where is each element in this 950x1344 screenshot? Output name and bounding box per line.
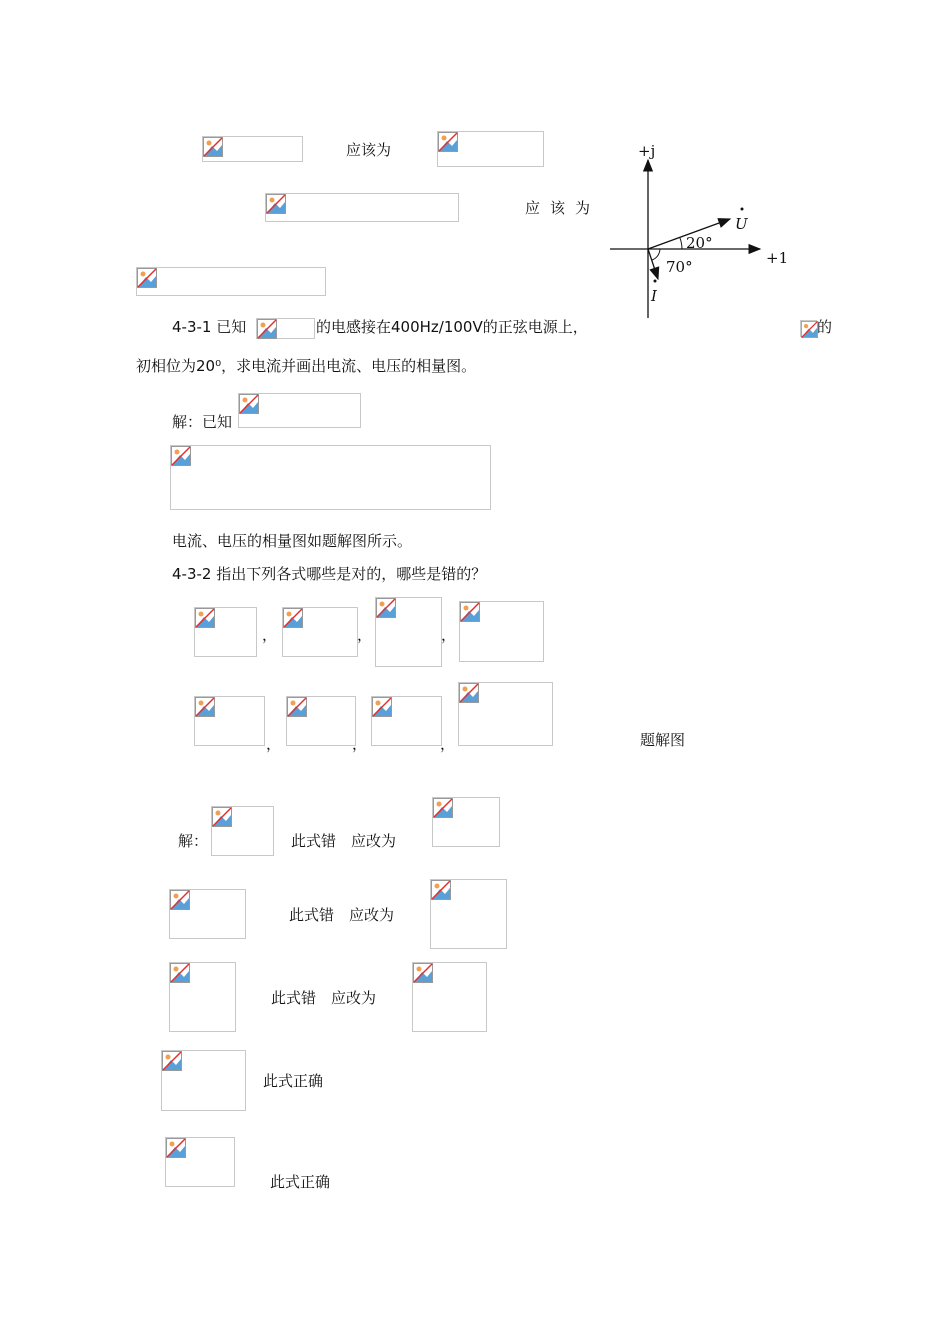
- broken-image-icon: [212, 807, 232, 827]
- formula-image: [412, 962, 487, 1032]
- axis-real-label: +1: [766, 249, 789, 267]
- should-be-text: 应该为: [525, 199, 601, 217]
- broken-image-icon: [170, 963, 190, 983]
- phasor-diagram: [602, 138, 802, 323]
- broken-image-icon: [266, 194, 286, 214]
- comma: ，: [262, 626, 278, 644]
- broken-image-icon: [801, 321, 818, 338]
- formula-image: [286, 696, 356, 746]
- current-phasor: [648, 249, 658, 279]
- angle-u-label: 20°: [686, 234, 713, 252]
- formula-image: [194, 607, 257, 657]
- voltage-label: U: [735, 215, 748, 233]
- phasor-note: 电流、电压的相量图如题解图所示。: [172, 532, 413, 550]
- formula-image: [238, 393, 361, 428]
- problem-431-middle: 的电感接在400Hz/100V的正弦电源上，: [316, 318, 588, 336]
- formula-image: [169, 962, 236, 1032]
- broken-image-icon: [376, 598, 396, 618]
- problem-431-suffix: 的: [817, 318, 833, 336]
- broken-image-icon: [195, 697, 215, 717]
- broken-image-icon: [413, 963, 433, 983]
- figure-caption: 题解图: [640, 731, 686, 749]
- comma: ，: [357, 626, 373, 644]
- broken-image-icon: [283, 608, 303, 628]
- formula-image: [459, 601, 544, 662]
- comma: ，: [352, 735, 368, 753]
- formula-image: [169, 889, 246, 939]
- broken-image-icon: [166, 1138, 186, 1158]
- formula-image: [800, 320, 817, 337]
- broken-image-icon: [372, 697, 392, 717]
- formula-image: [375, 597, 442, 667]
- verdict-correct: 此式正确: [263, 1072, 324, 1090]
- formula-image: [265, 193, 459, 222]
- broken-image-icon: [170, 890, 190, 910]
- formula-image: [256, 318, 315, 339]
- broken-image-icon: [162, 1051, 182, 1071]
- broken-image-icon: [203, 137, 223, 157]
- angle-arc-i: [652, 249, 660, 260]
- formula-image: [211, 806, 274, 856]
- broken-image-icon: [459, 683, 479, 703]
- i-dot: [654, 280, 657, 283]
- formula-image: [202, 136, 303, 162]
- formula-image: [282, 607, 358, 657]
- formula-image: [432, 797, 500, 847]
- broken-image-icon: [257, 319, 277, 339]
- comma: ，: [441, 626, 457, 644]
- solution-label: 解：: [178, 832, 209, 850]
- verdict-wrong: 此式错 应改为: [271, 989, 377, 1007]
- broken-image-icon: [433, 798, 453, 818]
- formula-image: [437, 131, 544, 167]
- broken-image-icon: [431, 880, 451, 900]
- formula-image: [136, 267, 326, 296]
- formula-image: [430, 879, 507, 949]
- problem-432-text: 4-3-2 指出下列各式哪些是对的，哪些是错的？: [172, 565, 487, 583]
- broken-image-icon: [239, 394, 259, 414]
- formula-image: [170, 445, 491, 510]
- comma: ，: [440, 735, 456, 753]
- formula-image: [194, 696, 265, 746]
- angle-arc-u: [680, 238, 682, 249]
- u-dot: [741, 208, 744, 211]
- formula-image: [165, 1137, 235, 1187]
- broken-image-icon: [195, 608, 215, 628]
- axis-imag-label: +j: [638, 142, 656, 160]
- formula-image: [458, 682, 553, 746]
- solution-label: 解：已知: [172, 413, 233, 431]
- angle-i-label: 70°: [666, 258, 693, 276]
- broken-image-icon: [287, 697, 307, 717]
- broken-image-icon: [460, 602, 480, 622]
- formula-image: [161, 1050, 246, 1111]
- problem-431-prefix: 4-3-1 已知: [172, 318, 247, 336]
- should-be-text: 应该为: [346, 141, 392, 159]
- broken-image-icon: [438, 132, 458, 152]
- verdict-wrong: 此式错 应改为: [289, 906, 395, 924]
- formula-image: [371, 696, 442, 746]
- broken-image-icon: [137, 268, 157, 288]
- problem-431-line2: 初相位为20⁰，求电流并画出电流、电压的相量图。: [136, 357, 477, 375]
- verdict-wrong: 此式错 应改为: [291, 832, 397, 850]
- verdict-correct: 此式正确: [270, 1173, 331, 1191]
- current-label: I: [651, 287, 657, 305]
- broken-image-icon: [171, 446, 191, 466]
- comma: ，: [266, 735, 282, 753]
